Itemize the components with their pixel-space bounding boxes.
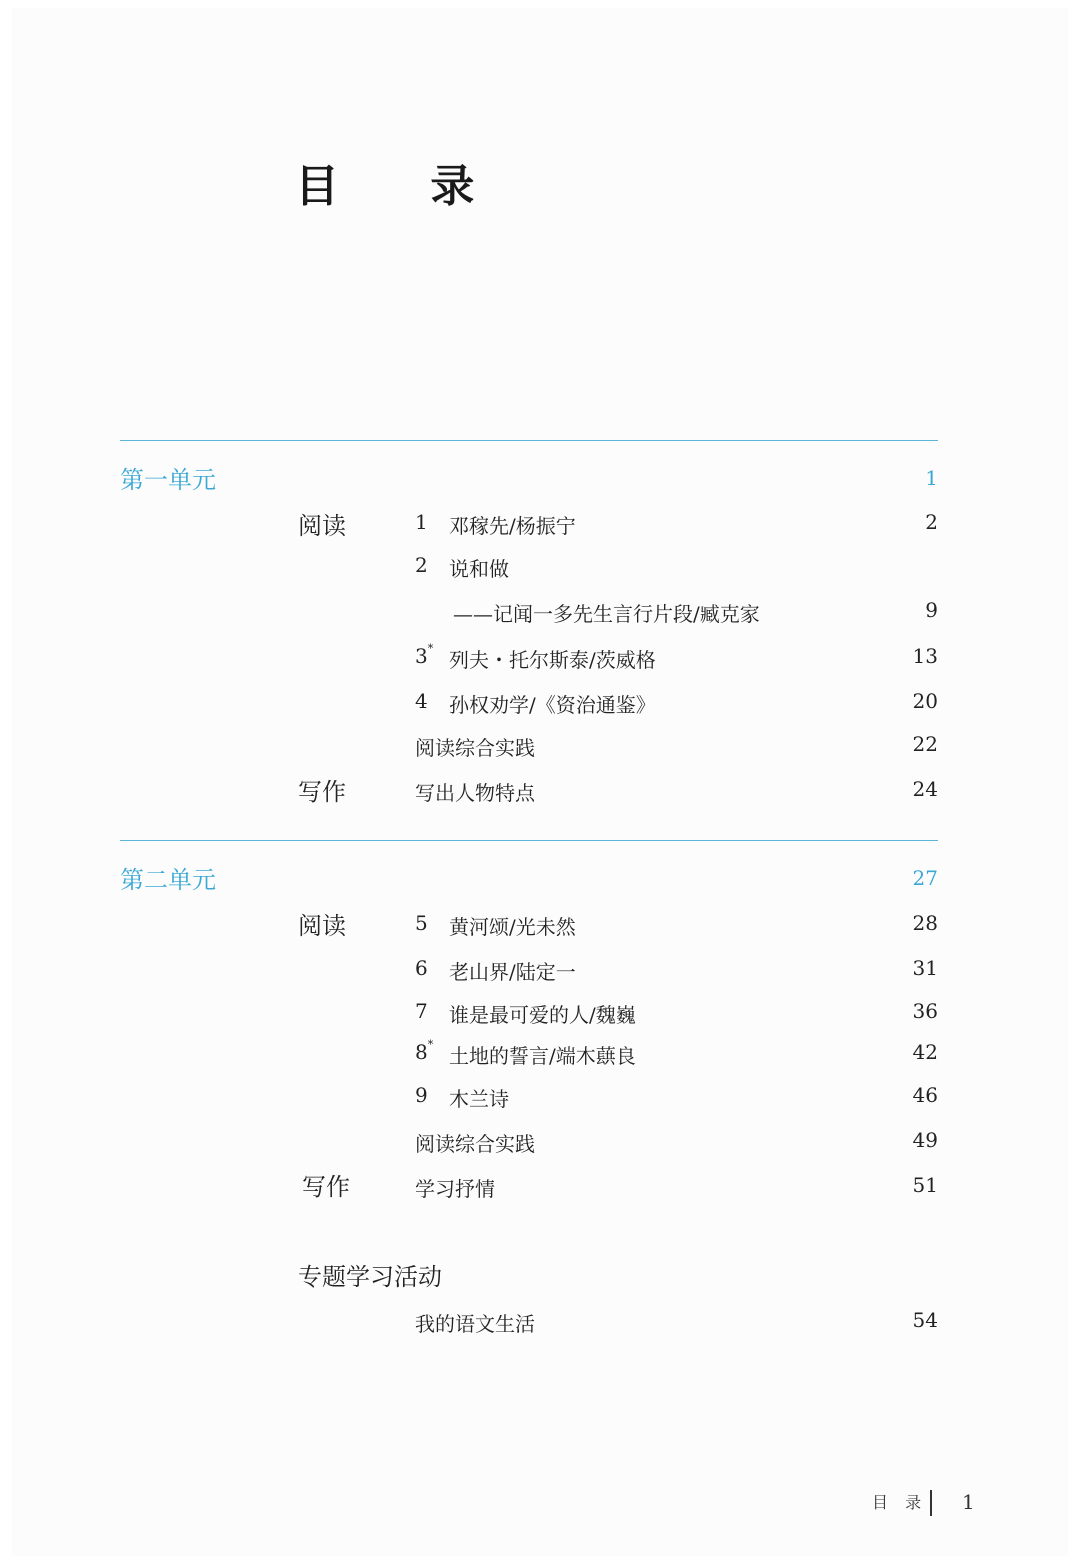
toc-entry[interactable]: [415, 1128, 938, 1156]
unit-title[interactable]: 第一单元: [120, 466, 216, 494]
entry-page: 49: [912, 1128, 938, 1152]
entry-title: ——记闻一多先生言行片段/臧克家: [453, 602, 760, 626]
entry-title: 谁是最可爱的人/魏巍: [449, 1003, 636, 1027]
toc-entry[interactable]: [415, 956, 938, 984]
toc-entry-subtitle[interactable]: [415, 598, 938, 626]
entry-page: 42: [912, 1040, 938, 1064]
entry-page: 9: [925, 598, 938, 622]
entry-number: 8*: [415, 1038, 434, 1064]
toc-entry[interactable]: [415, 1173, 938, 1201]
entry-number: 4: [415, 689, 428, 713]
entry-page: 51: [912, 1173, 938, 1197]
entry-title: 木兰诗: [449, 1087, 509, 1111]
toc-entry[interactable]: [415, 1308, 938, 1336]
entry-number: 6: [415, 956, 428, 980]
entry-title: 孙权劝学/《资治通鉴》: [449, 693, 656, 717]
toc-entry[interactable]: [415, 999, 938, 1027]
entry-title: 阅读综合实践: [415, 1132, 535, 1156]
category-label: 阅读: [298, 512, 346, 540]
toc-entry[interactable]: [415, 1083, 938, 1111]
entry-number: 1: [415, 510, 428, 534]
entry-number: 2: [415, 553, 428, 577]
entry-title: 邓稼先/杨振宁: [449, 514, 576, 538]
entry-page: 24: [912, 777, 938, 801]
entry-page: 36: [912, 999, 938, 1023]
entry-page: 46: [912, 1083, 938, 1107]
category-label: 写作: [298, 778, 346, 806]
entry-number: 5: [415, 911, 428, 935]
entry-page: 31: [912, 956, 938, 980]
category-label: 写作: [302, 1173, 350, 1201]
entry-page: 28: [912, 911, 938, 935]
unit-divider: [120, 440, 938, 441]
category-label: 阅读: [298, 912, 346, 940]
entry-title: 学习抒情: [415, 1177, 495, 1201]
toc-entry[interactable]: [415, 553, 938, 581]
special-topic-title: 专题学习活动: [298, 1263, 442, 1291]
entry-title: 阅读综合实践: [415, 736, 535, 760]
entry-number: 7: [415, 999, 428, 1023]
entry-title: 我的语文生活: [415, 1312, 535, 1336]
entry-title: 老山界/陆定一: [449, 960, 576, 984]
entry-page: 13: [912, 644, 938, 668]
footer-divider: [930, 1490, 932, 1516]
entry-number: 9: [415, 1083, 428, 1107]
footer-page-number: 1: [962, 1490, 975, 1514]
entry-title: 黄河颂/光未然: [449, 915, 576, 939]
entry-title: 土地的誓言/端木蕻良: [449, 1044, 636, 1068]
entry-title: 写出人物特点: [415, 781, 535, 805]
unit-title[interactable]: 第二单元: [120, 866, 216, 894]
unit-page-number: 1: [925, 466, 938, 490]
entry-page: 54: [912, 1308, 938, 1332]
toc-entry[interactable]: [415, 689, 938, 717]
unit-page-number: 27: [912, 866, 938, 890]
entry-number: 3*: [415, 642, 434, 668]
entry-page: 22: [912, 732, 938, 756]
toc-entry[interactable]: [415, 510, 938, 538]
toc-entry[interactable]: [415, 732, 938, 760]
page-title: 目 录: [295, 161, 513, 212]
toc-entry[interactable]: [415, 644, 938, 672]
toc-entry[interactable]: [415, 911, 938, 939]
footer-label: 目 录: [872, 1493, 928, 1512]
entry-page: 2: [925, 510, 938, 534]
entry-page: 20: [912, 689, 938, 713]
toc-entry[interactable]: [415, 1040, 938, 1068]
entry-title: 列夫・托尔斯泰/茨威格: [449, 648, 656, 672]
unit-divider: [120, 840, 938, 841]
toc-entry[interactable]: [415, 777, 938, 805]
entry-title: 说和做: [449, 557, 509, 581]
